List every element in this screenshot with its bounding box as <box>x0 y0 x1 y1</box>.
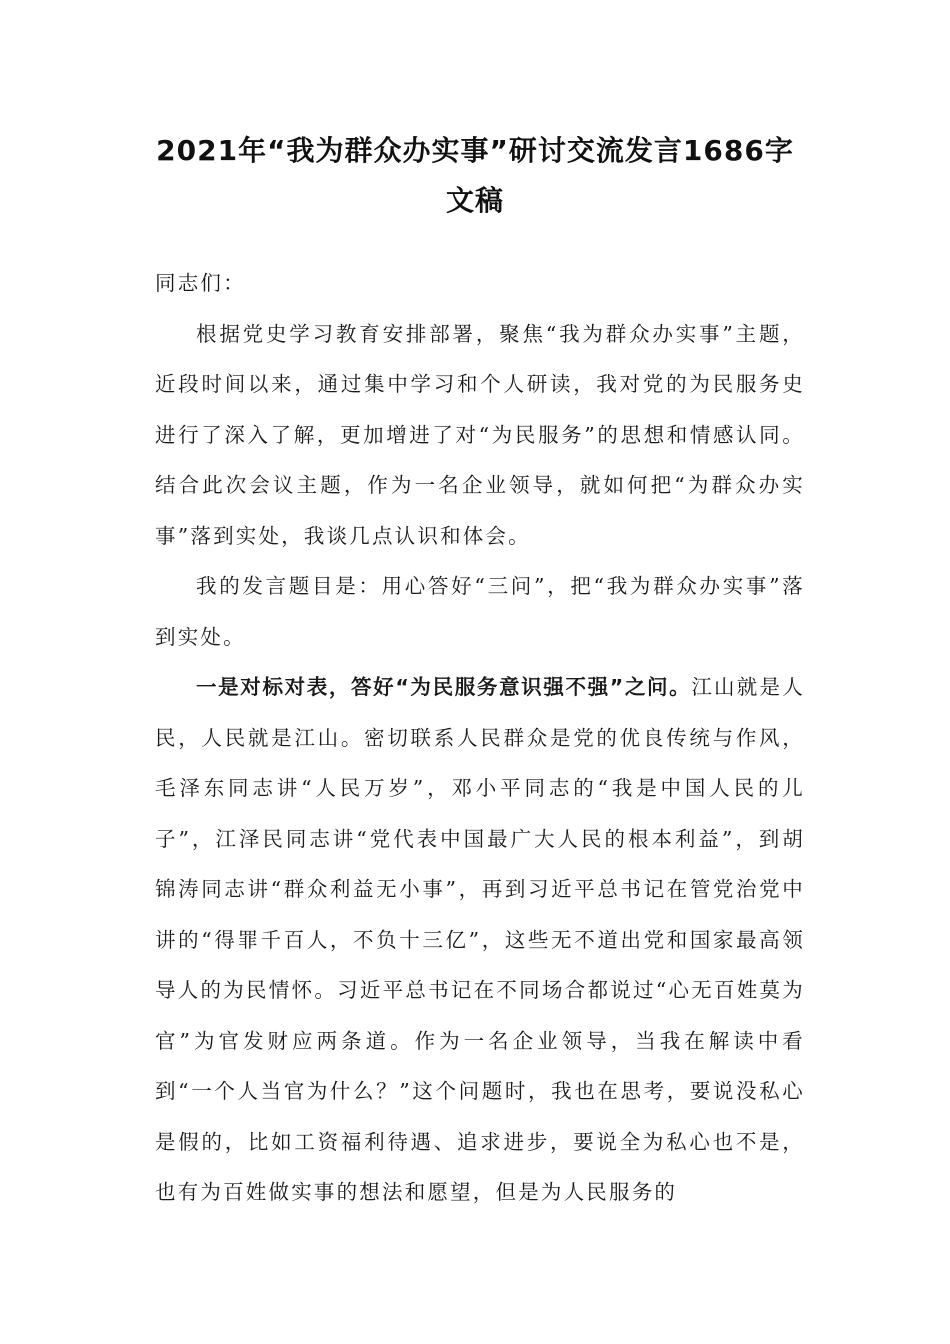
paragraph-point-one-text: 江山就是人民，人民就是江山。密切联系人民群众是党的优良传统与作风，毛泽东同志讲“人民万岁”，邓小平同志的“我是中国人民的儿子”，江泽民同志讲“党代表中国最广大人民的根本利益”，到胡锦涛同志讲“群众利益无小事”，再到习近平总书记在管党治党中讲的“得罪千百人，不负十三亿”，这些无不道出党和国家最高领导人的为民情怀。习近平总书记在不同场合都说过“心无百姓莫为官”为官发财应两条道。作为一名企业领导，当我在解读中看到“一个人当官为什么？”这个问题时，我也在思考，要说没私心是假的，比如工资福利待遇、追求进步，要说全为私心也不是，也有为百姓做实事的想法和愿望，但是为人民服务的 <box>155 675 805 1204</box>
document-body <box>155 258 805 1218</box>
paragraph-topic <box>155 561 805 662</box>
paragraph-intro-text: 根据党史学习教育安排部署，聚焦“我为群众办实事”主题，近段时间以来，通过集中学习和个人研读，我对党的为民服务史进行了深入了解，更加增进了对“为民服务”的思想和情感认同。结合此次会议主题，作为一名企业领导，就如何把“为群众办实事”落到实处，我谈几点认识和体会。 <box>155 321 805 548</box>
paragraph-point-one-lead: 一是对标对表，答好“为民服务意识强不强”之问。 <box>196 675 692 699</box>
paragraph-intro <box>155 309 805 562</box>
paragraph-topic-text: 我的发言题目是：用心答好“三问”，把“我为群众办实事”落到实处。 <box>155 574 805 649</box>
salutation: 同志们： <box>155 271 246 295</box>
document-title: 2021年“我为群众办实事”研讨交流发言1686字文稿 <box>156 134 794 217</box>
paragraph-point-one <box>155 662 805 1218</box>
